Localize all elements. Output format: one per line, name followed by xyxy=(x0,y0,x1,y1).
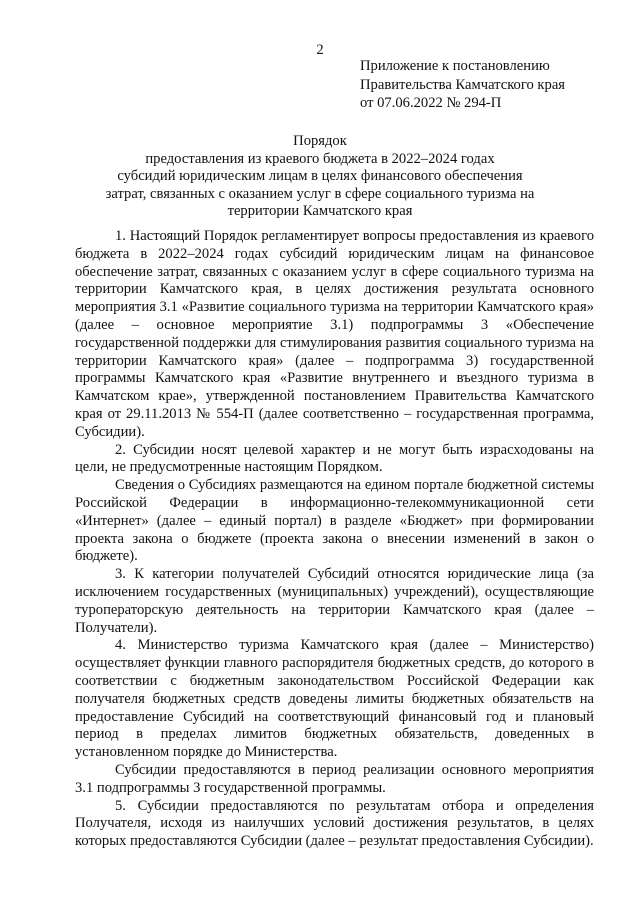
appendix-line: Правительства Камчатского края xyxy=(360,76,566,93)
appendix-line: от 07.06.2022 № 294-П xyxy=(360,95,502,112)
title-line: территории Камчатского края xyxy=(227,203,413,220)
document-body xyxy=(75,228,594,851)
title-line: затрат, связанных с оказанием услуг в сфере социального туризма на xyxy=(105,185,535,202)
appendix-line: Приложение к постановлению xyxy=(360,58,550,74)
paragraph: Субсидии предоставляются в период реализации основного мероприятия 3.1 подпрограммы 3 государственной программы. xyxy=(75,761,594,796)
title-line: Порядок xyxy=(293,133,347,149)
title-line: предоставления из краевого бюджета в 2022–2024 годах xyxy=(145,150,495,167)
appendix-header xyxy=(360,57,630,113)
paragraph: 1. Настоящий Порядок регламентирует вопросы предоставления из краевого бюджета в 2022–2024 годах субсидий юридическим лицам на финансовое обеспечение затрат, связанных с оказанием услуг в сфере социального туризма на территории Камчатского края, в целях достижения результата основного мероприятия 3.1 «Развитие социального туризма на территории Камчатского края» (далее – основное мероприятие 3.1) подпрограммы 3 «Обеспечение государственной поддержки для стимулирования развития социального туризма на территории Камчатского края» (далее – подпрограмма 3) государственной программы Камчатского края «Развитие внутреннего и въездного туризма в Камчатском крае», утвержденной постановлением Правительства Камчатского края от 29.11.2013 № 554-П (далее соответственно – государственная программа, Субсидии). xyxy=(75,228,594,440)
title-line: субсидий юридическим лицам в целях финансового обеспечения xyxy=(117,168,523,185)
paragraph: 3. К категории получателей Субсидий относятся юридические лица (за исключением государственных (муниципальных) учреждений), осуществляющие туроператорскую деятельность на территории Камчатского края (далее – Получатели). xyxy=(75,566,594,636)
page-number: 2 xyxy=(316,42,324,58)
paragraph: 4. Министерство туризма Камчатского края (далее – Министерство) осуществляет функции главного распорядителя бюджетных средств, до которого в соответствии с бюджетным законодательством Российской Федерации как получателя бюджетных средств доведены лимиты бюджетных обязательств на предоставление Субсидий на соответствующий финансовый год и плановый период в пределах лимитов бюджетных обязательств, доведенных в установленном порядке до Министерства. xyxy=(75,637,594,761)
paragraph: 2. Субсидии носят целевой характер и не могут быть израсходованы на цели, не предусмотренные настоящим Порядком. xyxy=(75,441,594,476)
document-title xyxy=(60,133,580,221)
paragraph: Сведения о Субсидиях размещаются на едином портале бюджетной системы Российской Федерации в информационно-телекоммуникационной сети «Интернет» (далее – единый портал) в разделе «Бюджет» при формировании проекта закона о бюджете (проекта закона о внесении изменений в закон о бюджете). xyxy=(75,477,594,565)
paragraph: 5. Субсидии предоставляются по результатам отбора и определения Получателя, исходя из наилучших условий достижения результатов, в целях которых предоставляются Субсидии (далее – результат предоставления Субсидии). xyxy=(75,797,594,850)
